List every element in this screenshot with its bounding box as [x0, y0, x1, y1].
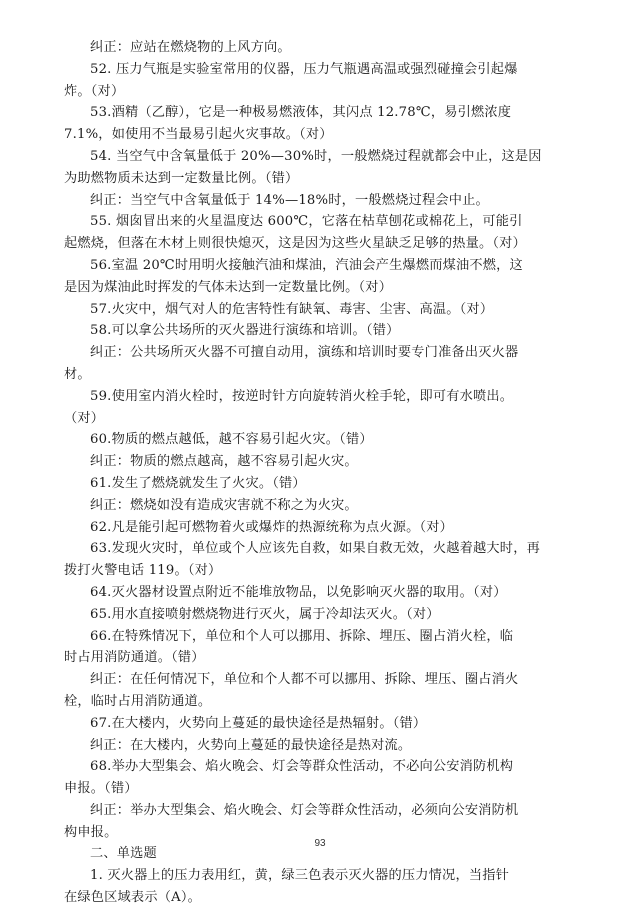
text-line: 拨打火警电话 119。（对） [64, 563, 222, 579]
text-line: 纠正：在大楼内，火势向上蔓延的最快途径是热对流。 [90, 737, 412, 753]
text-line: 63.发现火灾时，单位或个人应该先自救，如果自救无效，火越着越大时，再 [90, 541, 540, 557]
page-number: 93 [314, 838, 326, 849]
text-line: 为助燃物质未达到一定数量比例。（错） [64, 170, 299, 186]
text-line: 62.凡是能引起可燃物着火或爆炸的热源统称为点火源。（对） [90, 519, 454, 535]
text-line: 炸。（对） [64, 83, 125, 99]
document-body [64, 37, 582, 909]
text-line: 是因为煤油此时挥发的气体未达到一定数量比例。（对） [64, 279, 393, 295]
text-line: 1. 灭火器上的压力表用红，黄，绿三色表示灭火器的压力情况，当指针 [90, 868, 509, 884]
text-line: 53.酒精（乙醇），它是一种极易燃液体，其闪点 12.78℃，易引燃浓度 [90, 105, 512, 121]
text-line: 构申报。 [64, 824, 118, 840]
text-line: 纠正：物质的燃点越高，越不容易引起火灾。 [90, 454, 358, 470]
text-line: 55. 烟囱冒出来的火星温度达 600℃，它落在枯草刨花或棉花上，可能引 [90, 214, 523, 230]
text-line: 54. 当空气中含氧量低于 20%—30%时，一般燃烧过程就都会中止，这是因 [90, 148, 542, 164]
text-line: 申报。（错） [64, 781, 138, 797]
text-line: 材。 [64, 366, 91, 382]
text-line: 时占用消防通道。（错） [64, 650, 205, 666]
text-line: 66.在特殊情况下，单位和个人可以挪用、拆除、埋压、圈占消火栓，临 [90, 628, 514, 644]
text-line: 56.室温 20℃时用明火接触汽油和煤油，汽油会产生爆燃而煤油不燃，这 [90, 257, 523, 273]
text-line: 纠正：公共场所灭火器不可擅自动用，演练和培训时要专门准备出灭火器 [90, 345, 519, 361]
text-line: 在绿色区域表示（A）。 [64, 890, 201, 906]
text-line: 栓，临时占用消防通道。 [64, 693, 212, 709]
text-line: 7.1%，如使用不当最易引起火灾事故。（对） [64, 127, 333, 143]
text-line: 68.举办大型集会、焰火晚会、灯会等群众性活动，不必向公安消防机构 [90, 759, 514, 775]
text-line: 65.用水直接喷射燃烧物进行灭火，属于冷却法灭火。（对） [90, 606, 440, 622]
text-line: 60.物质的燃点越低，越不容易引起火灾。（错） [90, 432, 373, 448]
text-line: 纠正：在任何情况下，单位和个人都不可以挪用、拆除、埋压、圈占消火 [90, 672, 519, 688]
text-line: 61.发生了燃烧就发生了火灾。（错） [90, 475, 306, 491]
text-line: 64.灭火器材设置点附近不能堆放物品，以免影响灭火器的取用。（对） [90, 584, 507, 600]
text-line: 67.在大楼内，火势向上蔓延的最快途径是热辐射。（错） [90, 715, 427, 731]
text-line: 59.使用室内消火栓时，按逆时针方向旋转消火栓手轮，即可有水喷出。 [90, 388, 514, 404]
text-line: 纠正：燃烧如没有造成灾害就不称之为火灾。 [90, 497, 358, 513]
text-line: 纠正：当空气中含氧量低于 14%—18%时，一般燃烧过程会中止。 [90, 192, 489, 208]
text-line: 52. 压力气瓶是实验室常用的仪器，压力气瓶遇高温或强烈碰撞会引起爆 [90, 61, 518, 77]
text-line: （对） [64, 410, 105, 426]
text-line: 58.可以拿公共场所的灭火器进行演练和培训。（错） [90, 323, 400, 339]
text-line: 二、单选题 [90, 846, 157, 862]
text-line: 57.火灾中，烟气对人的危害特性有缺氧、毒害、尘害、高温。（对） [90, 301, 494, 317]
text-line: 纠正：应站在燃烧物的上风方向。 [90, 40, 291, 55]
text-line: 起燃烧，但落在木材上则很快熄灭，这是因为这些火星缺乏足够的热量。（对） [64, 236, 526, 252]
text-line: 纠正：举办大型集会、焰火晚会、灯会等群众性活动，必须向公安消防机 [90, 802, 519, 818]
